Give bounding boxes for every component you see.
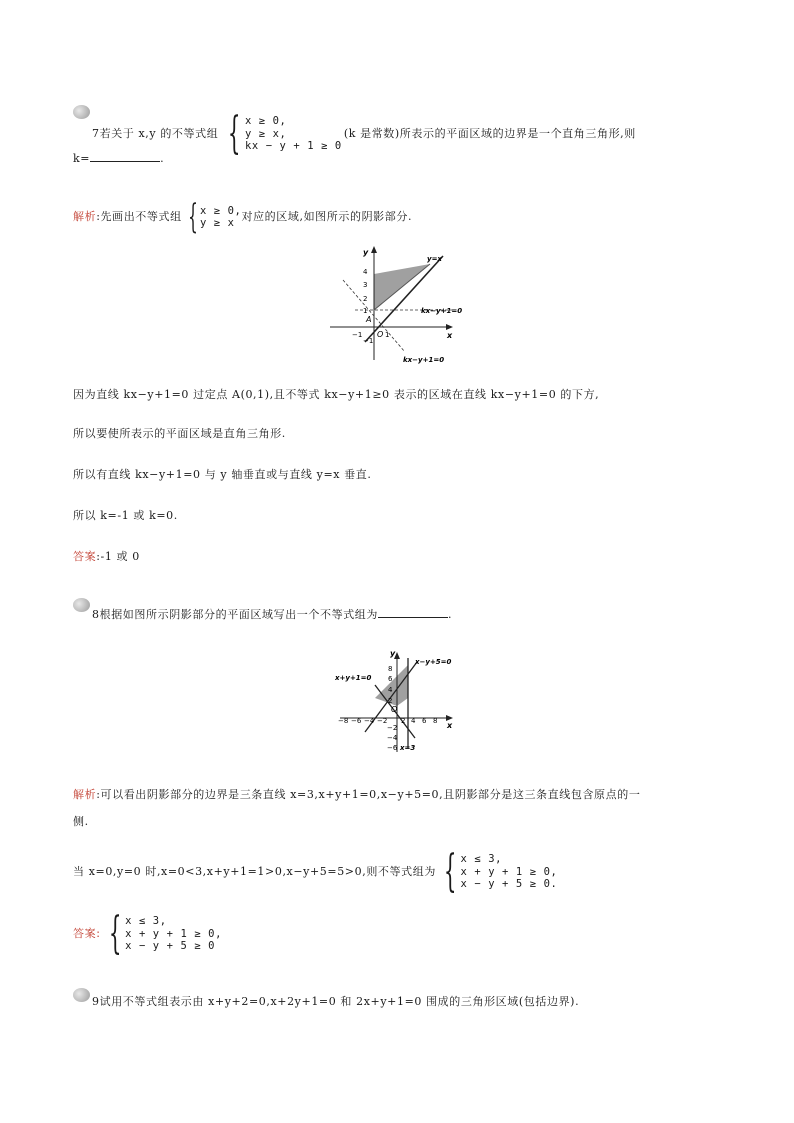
- y-tick-label: 6: [388, 675, 393, 683]
- answer-blank[interactable]: [378, 606, 448, 618]
- q7-para-3: 所以有直线 kx−y+1=0 与 y 轴垂直或与直线 y=x 垂直.: [73, 468, 372, 481]
- x-tick-label: 1: [385, 331, 390, 339]
- answer-label: 答案: [73, 550, 97, 563]
- answer-blank[interactable]: [90, 150, 160, 162]
- y-tick-label: −1: [363, 337, 374, 345]
- question-marker-icon: [73, 598, 90, 612]
- q7-para-2: 所以要使所表示的平面区域是直角三角形.: [73, 427, 286, 440]
- x-axis-label: x: [447, 331, 453, 340]
- q7-prefix: 若关于 x,y 的不等式组: [99, 127, 219, 140]
- y-tick-label: 3: [363, 281, 368, 289]
- x-axis-label: x: [447, 721, 453, 730]
- answer-sep: :: [96, 927, 101, 940]
- y-axis-label: y: [363, 248, 369, 257]
- q8-when-text: 当 x=0,y=0 时,x=0<3,x+y+1=1>0,x−y+5=5>0,则不等式组为: [73, 865, 436, 878]
- x-tick-label: −1: [352, 331, 363, 339]
- q7-k-label: k=: [73, 152, 91, 165]
- brace-icon: {: [228, 108, 242, 159]
- line-k-diagonal-label: kx−y+1=0: [403, 356, 445, 364]
- q7-para-4: 所以 k=-1 或 k=0.: [73, 509, 178, 522]
- y-tick-label: 4: [363, 268, 368, 276]
- q8-system-row: x + y + 1 ≥ 0,: [460, 865, 558, 878]
- y-tick-label: 8: [388, 665, 393, 673]
- q7-jiexi-row: y ≥ x: [199, 217, 235, 229]
- x-tick-label: 6: [422, 717, 427, 725]
- x-tick-label: −8: [338, 717, 349, 725]
- y-tick-label: −4: [387, 734, 398, 742]
- q7-graph: [325, 240, 480, 365]
- q7-note: (k 是常数)所表示的平面区域的边界是一个直角三角形,则: [343, 127, 636, 140]
- q7-period: .: [160, 152, 165, 165]
- q8-number: 8: [92, 608, 100, 621]
- q8-graph: [335, 650, 460, 755]
- q9-text: 试用不等式组表示由 x+y+2=0,x+2y+1=0 和 2x+y+1=0 围成的三角形区域(包括边界).: [99, 995, 580, 1008]
- q7-answer-value: :-1 或 0: [96, 550, 140, 563]
- line-x3-label: x=3: [400, 744, 416, 752]
- q7-jiexi-row: x ≥ 0,: [199, 204, 242, 217]
- q8-stem: [92, 606, 452, 622]
- y-tick-label: 1: [363, 307, 368, 315]
- q8-answer-row: x ≤ 3,: [125, 915, 167, 928]
- q7-system-row: x ≥ 0,: [244, 115, 287, 128]
- q8-answer-system: [101, 908, 223, 959]
- q8-system: [436, 846, 558, 897]
- q8-text: 根据如图所示阴影部分的平面区域写出一个不等式组为: [99, 608, 379, 621]
- line-k-horizontal-label: kx−y+1=0: [421, 307, 463, 315]
- y-tick-label: −6: [387, 744, 398, 752]
- q8-jiexi: [73, 788, 640, 802]
- q7-jiexi: [73, 197, 413, 237]
- x-tick-label: 4: [411, 717, 416, 725]
- q7-system-row: y ≥ x,: [244, 127, 287, 140]
- brace-icon: {: [187, 197, 198, 237]
- x-arrow-icon: [446, 324, 453, 330]
- y-arrow-icon: [371, 246, 377, 253]
- q7-number: 7: [92, 127, 100, 140]
- q7-answer: [73, 550, 140, 564]
- x-tick-label: 8: [433, 717, 438, 725]
- x-tick-label: −2: [377, 717, 388, 725]
- q8-answer-row: x − y + 5 ≥ 0: [125, 940, 216, 953]
- question-marker-icon: [73, 105, 90, 119]
- q8-jiexi-line1: :可以看出阴影部分的边界是三条直线 x=3,x+y+1=0,x−y+5=0,且阴影部分是这三条直线包含原点的一: [96, 788, 641, 801]
- q7-line2: [73, 150, 164, 166]
- brace-icon: {: [443, 846, 457, 897]
- q8-period: .: [448, 608, 453, 621]
- q7-stem: [92, 108, 636, 159]
- line-y-eq-x-label: y=x: [427, 255, 442, 263]
- q8-system-row: x ≤ 3,: [460, 853, 503, 866]
- q9-stem: [92, 995, 579, 1009]
- jiexi-label: 解析: [73, 788, 97, 801]
- origin-label: O: [391, 705, 398, 714]
- y-tick-label: 2: [388, 697, 393, 705]
- q7-system: [220, 108, 342, 159]
- question-marker-icon: [73, 988, 90, 1002]
- q8-system-row: x − y + 5 ≥ 0.: [460, 878, 558, 891]
- line-xy5-label: x−y+5=0: [415, 658, 452, 666]
- y-tick-label: 4: [388, 686, 393, 694]
- brace-icon: {: [108, 908, 122, 959]
- q7-jiexi-post: 对应的区域,如图所示的阴影部分.: [241, 210, 413, 223]
- q8-answer: [73, 908, 223, 959]
- origin-label: O: [377, 330, 384, 339]
- y-tick-label: 2: [363, 295, 368, 303]
- q7-para-1: 因为直线 kx−y+1=0 过定点 A(0,1),且不等式 kx−y+1≥0 表示的区域在直线 kx−y+1=0 的下方,: [73, 388, 600, 401]
- q8-when: [73, 846, 558, 897]
- answer-label: 答案: [73, 927, 97, 940]
- q8-answer-row: x + y + 1 ≥ 0,: [125, 927, 223, 940]
- x-tick-label: 2: [401, 717, 406, 725]
- y-axis-label: y: [390, 650, 396, 658]
- q7-jiexi-pre: :先画出不等式组: [96, 210, 182, 223]
- q8-jiexi-line2: 侧.: [73, 815, 89, 828]
- x-tick-label: −6: [351, 717, 362, 725]
- jiexi-label: 解析: [73, 210, 97, 223]
- y-tick-label: −2: [387, 724, 398, 732]
- line-xy1-label: x+y+1=0: [335, 674, 372, 682]
- q7-jiexi-system: [182, 197, 242, 237]
- x-tick-label: −4: [364, 717, 375, 725]
- q7-system-row: kx − y + 1 ≥ 0: [244, 140, 342, 153]
- q9-number: 9: [92, 995, 100, 1008]
- point-a-label: A: [366, 315, 372, 324]
